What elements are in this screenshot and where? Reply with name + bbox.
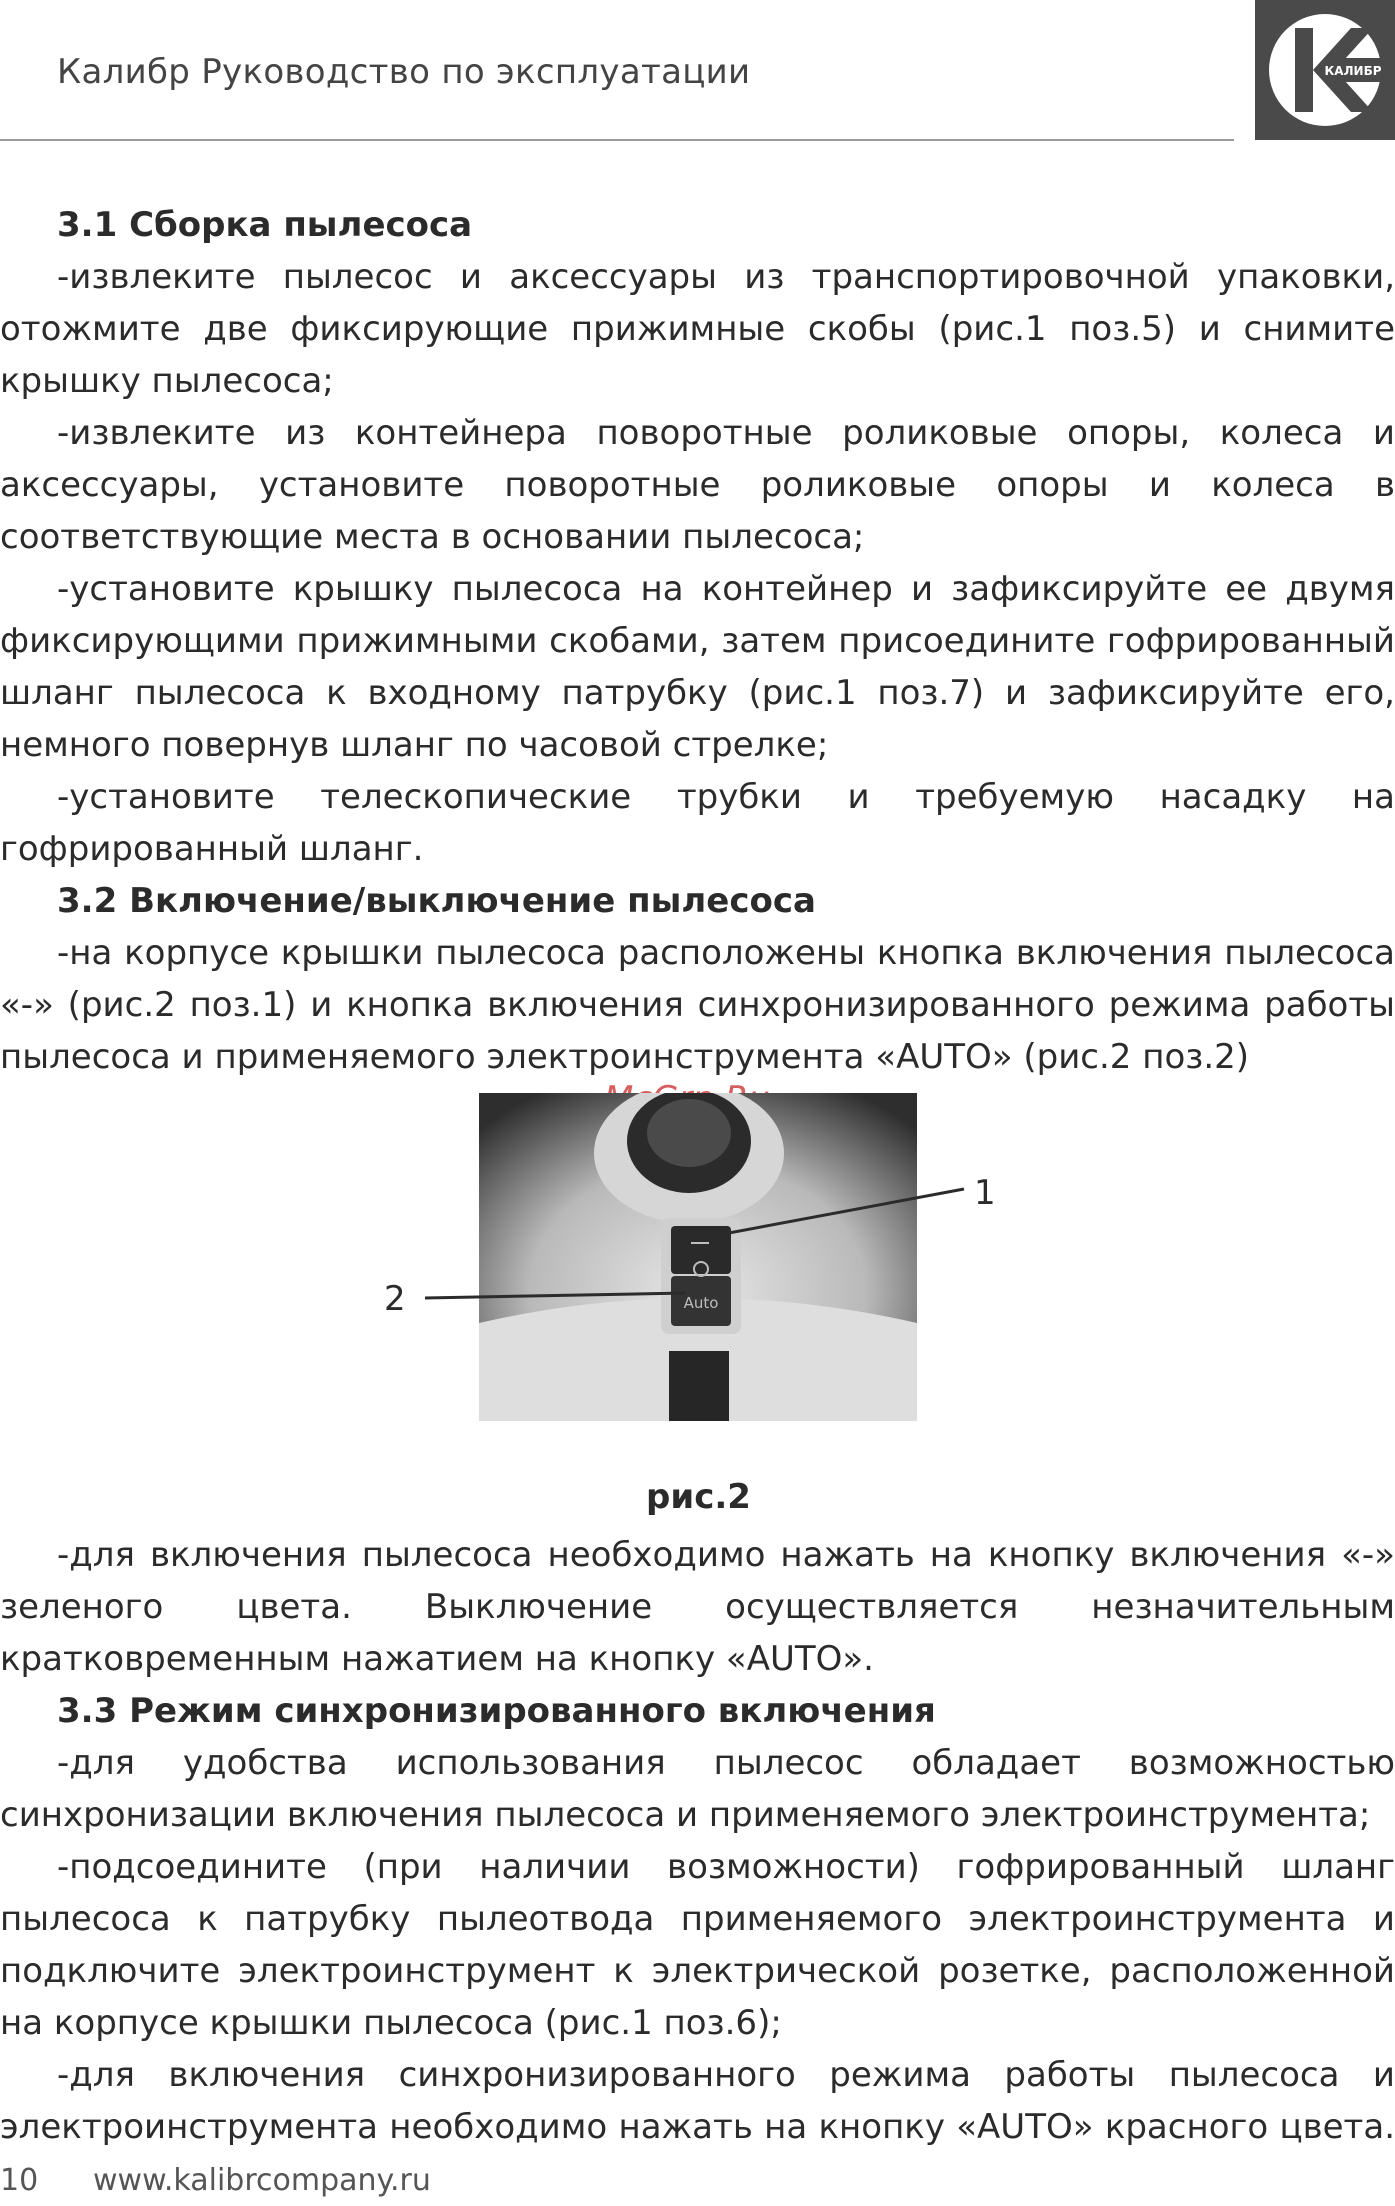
page-number: 10: [0, 2163, 39, 2198]
paragraph: -извлеките из контейнера поворотные роликовые опоры, колеса и аксессуары, установите поворотные роликовые опоры и колеса в соответствующие места в основании пылесоса;: [0, 413, 1395, 557]
paragraph: -на корпусе крышки пылесоса расположены кнопка включения пылесоса «-» (рис.2 поз.1) и кнопка включения синхронизированного режима работы пылесоса и применяемого электроинструмента «AUTO» (рис.2 поз.2): [0, 933, 1395, 1077]
callout-1: 1: [974, 1173, 996, 1213]
website-link[interactable]: www.kalibrcompany.ru: [93, 2163, 431, 2198]
header-divider: [0, 139, 1234, 141]
paragraph: -подсоедините (при наличии возможности) гофрированный шланг пылесоса к патрубку пылеотвода применяемого электроинструмента и подключите электроинструмент к электрической розетке, расположенной на корпусе крышки пылесоса (рис.1 поз.6);: [0, 1847, 1395, 2043]
page-content: [0, 199, 1395, 2153]
section-heading: 3.3 Режим синхронизированного включения: [57, 1691, 936, 1731]
figure-caption: рис.2: [646, 1477, 751, 1517]
svg-text:КАЛИБР: КАЛИБР: [1324, 64, 1382, 78]
paragraph: -установите телескопические трубки и требуемую насадку на гофрированный шланг.: [0, 777, 1395, 869]
header-title: Калибр Руководство по эксплуатации: [57, 52, 751, 92]
paragraph: -для удобства использования пылесос обладает возможностью синхронизации включения пылесоса и применяемого электроинструмента;: [0, 1743, 1395, 1835]
figure: [0, 1093, 1395, 1467]
auto-button-label: Auto: [683, 1294, 719, 1312]
paragraph: -установите крышку пылесоса на контейнер и зафиксируйте ее двумя фиксирующими прижимными скобами, затем присоедините гофрированный шланг пылесоса к входному патрубку (рис.1 поз.7) и зафиксируйте его, немного повернув шланг по часовой стрелке;: [0, 569, 1395, 765]
kalibr-logo: [1255, 0, 1395, 140]
callout-2: 2: [384, 1279, 406, 1319]
callout-lines: [0, 1093, 1395, 1467]
paragraph: -извлеките пылесос и аксессуары из транспортировочной упаковки, отожмите две фиксирующие прижимные скобы (рис.1 поз.5) и снимите крышку пылесоса;: [0, 257, 1395, 401]
section-heading: 3.1 Сборка пылесоса: [57, 205, 473, 245]
section-heading: 3.2 Включение/выключение пылесоса: [57, 881, 816, 921]
paragraph: -для включения пылесоса необходимо нажать на кнопку включения «-» зеленого цвета. Выключение осуществляется незначительным кратковременным нажатием на кнопку «AUTO».: [0, 1535, 1395, 1679]
kalibr-logo-icon: [1255, 0, 1395, 140]
paragraph: -для включения синхронизированного режима работы пылесоса и электроинструмента необходимо нажать на кнопку «AUTO» красного цвета.: [0, 2055, 1395, 2147]
